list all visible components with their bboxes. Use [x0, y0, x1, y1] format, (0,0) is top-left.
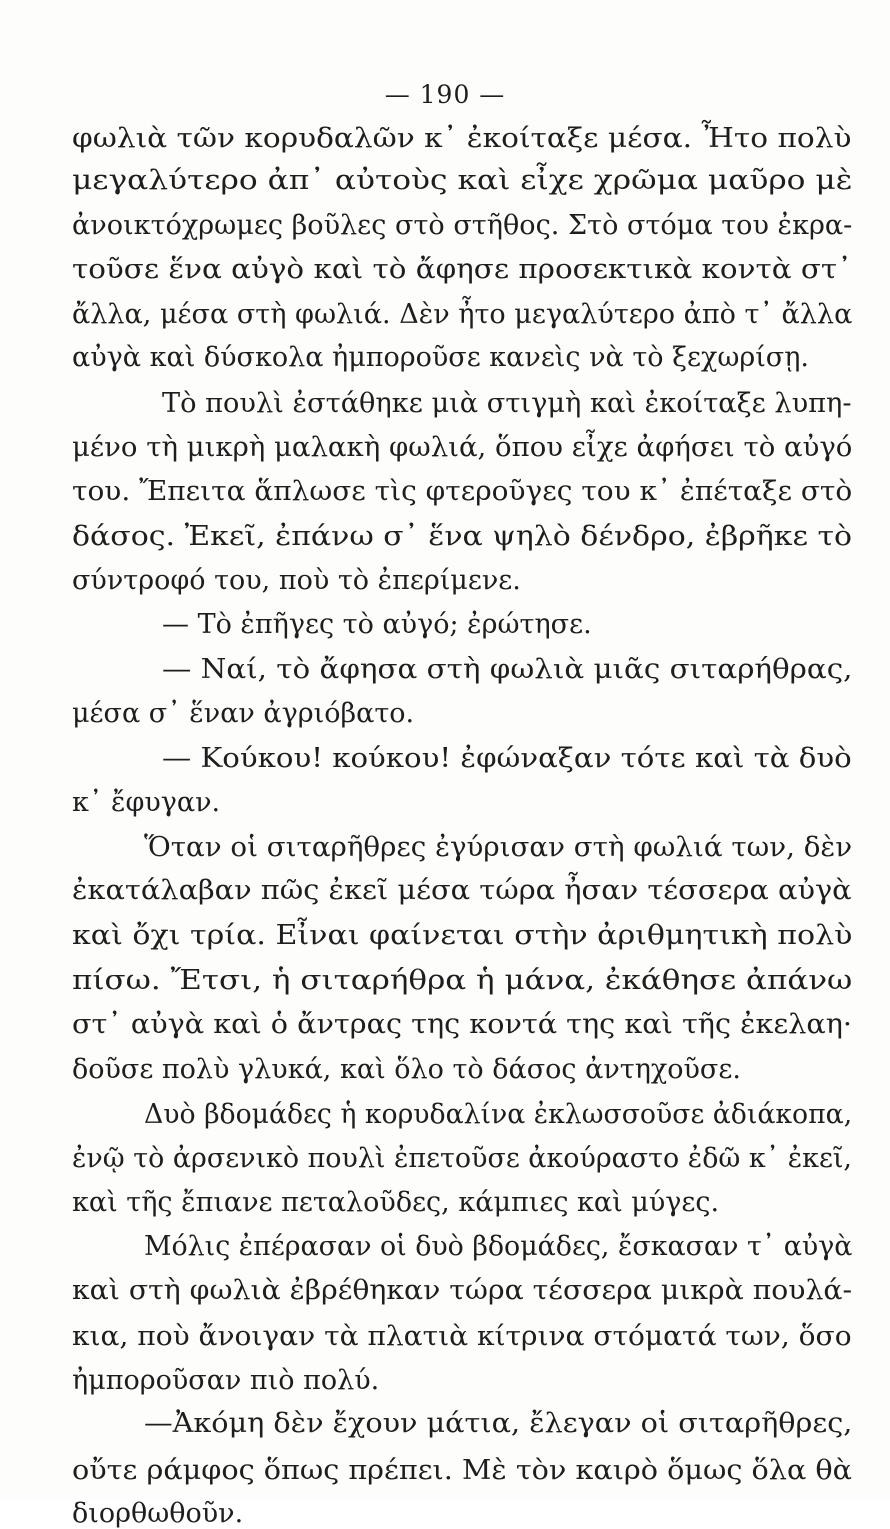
- text-line: καὶ τῆς ἔπιανε πεταλοῦδες, κάμπιες καὶ μύγες.: [72, 1187, 720, 1218]
- text-line: διορθωθοῦν.: [72, 1498, 244, 1529]
- text-line: δοῦσε πολὺ γλυκά, καὶ ὅλο τὸ δάσος ἀντηχοῦσε.: [72, 1054, 741, 1085]
- text-line: μεγαλύτερο ἀπ᾽ αὐτοὺς καὶ εἶχε χρῶμα μαῦρο μὲ: [72, 165, 853, 196]
- text-line: —Ἀκόμη δὲν ἔχουν μάτια, ἔλεγαν οἱ σιταρῆθρες,: [144, 1408, 853, 1439]
- text-line: Ὅταν οἱ σιταρῆθρες ἐγύρισαν στὴ φωλιά των, δὲν: [144, 832, 853, 863]
- text-line: κια, ποὺ ἄνοιγαν τὰ πλατιὰ κίτρινα στόματά των, ὅσο: [72, 1321, 852, 1352]
- text-line: Μόλις ἐπέρασαν οἱ δυὸ βδομάδες, ἔσκασαν τ᾽ αὐγὰ: [144, 1231, 853, 1262]
- text-line: φωλιὰ τῶν κορυδαλῶν κ᾽ ἐκοίταξε μέσα. Ἦτο πολὺ: [72, 123, 852, 154]
- text-line: ἠμποροῦσαν πιὸ πολύ.: [72, 1365, 380, 1396]
- text-line: Δυὸ βδομάδες ἡ κορυδαλίνα ἐκλωσσοῦσε ἀδιάκοπα,: [144, 1099, 853, 1130]
- text-line: σύντροφό του, ποὺ τὸ ἐπερίμενε.: [72, 565, 521, 596]
- text-line: καὶ ὄχι τρία. Εἶναι φαίνεται στὴν ἀριθμητικὴ πολὺ: [72, 920, 853, 951]
- text-line: ἐνῷ τὸ ἀρσενικὸ πουλὶ ἐπετοῦσε ἀκούραστο ἐδῶ κ᾽ ἐκεῖ,: [72, 1143, 852, 1174]
- text-line: τοῦσε ἕνα αὐγὸ καὶ τὸ ἄφησε προσεκτικὰ κοντὰ στ᾽: [72, 254, 852, 285]
- text-line: Τὸ πουλὶ ἐστάθηκε μιὰ στιγμὴ καὶ ἐκοίταξε λυπη-: [162, 388, 852, 419]
- text-line: καὶ στὴ φωλιὰ ἐβρέθηκαν τώρα τέσσερα μικρὰ πουλά-: [72, 1275, 853, 1306]
- text-line: — Ναί, τὸ ἄφησα στὴ φωλιὰ μιᾶς σιταρήθρας,: [162, 654, 853, 685]
- text-line: — Κούκου! κούκου! ἐφώναξαν τότε καὶ τὰ δυὸ: [162, 743, 852, 774]
- text-line: αὐγὰ καὶ δύσκολα ἠμποροῦσε κανεὶς νὰ τὸ ξεχωρίσῃ.: [72, 342, 809, 373]
- text-line: του. Ἔπειτα ἅπλωσε τὶς φτεροῦγες του κ᾽ ἐπέταξε στὸ: [72, 476, 853, 507]
- text-line: κ᾽ ἔφυγαν.: [72, 787, 221, 818]
- text-line: ἄλλα, μέσα στὴ φωλιά. Δὲν ἦτο μεγαλύτερο ἀπὸ τ᾽ ἄλλα: [72, 299, 853, 330]
- text-line: δάσος. Ἐκεῖ, ἐπάνω σ᾽ ἕνα ψηλὸ δένδρο, ἐβρῆκε τὸ: [72, 521, 853, 552]
- text-line: — Τὸ ἐπῆγες τὸ αὐγό; ἐρώτησε.: [162, 609, 592, 640]
- text-line: ἐκατάλαβαν πῶς ἐκεῖ μέσα τώρα ἦσαν τέσσερα αὐγὰ: [72, 875, 852, 906]
- text-line: ἀνοικτόχρωμες βοῦλες στὸ στῆθος. Στὸ στόμα του ἐκρα-: [72, 210, 853, 241]
- text-line: στ᾽ αὐγὰ καὶ ὁ ἄντρας της κοντά της καὶ τῆς ἐκελαη·: [72, 1009, 853, 1040]
- page-number: — 190 —: [384, 80, 506, 109]
- text-line: πίσω. Ἔτσι, ἡ σιταρήθρα ἡ μάνα, ἐκάθησε ἀπάνω: [72, 965, 853, 996]
- text-line: μένο τὴ μικρὴ μαλακὴ φωλιά, ὅπου εἶχε ἀφήσει τὸ αὐγό: [72, 432, 853, 463]
- text-line: μέσα σ᾽ ἕναν ἀγριόβατο.: [72, 698, 415, 729]
- text-line: οὔτε ράμφος ὅπως πρέπει. Μὲ τὸν καιρὸ ὅμως ὅλα θὰ: [72, 1455, 852, 1486]
